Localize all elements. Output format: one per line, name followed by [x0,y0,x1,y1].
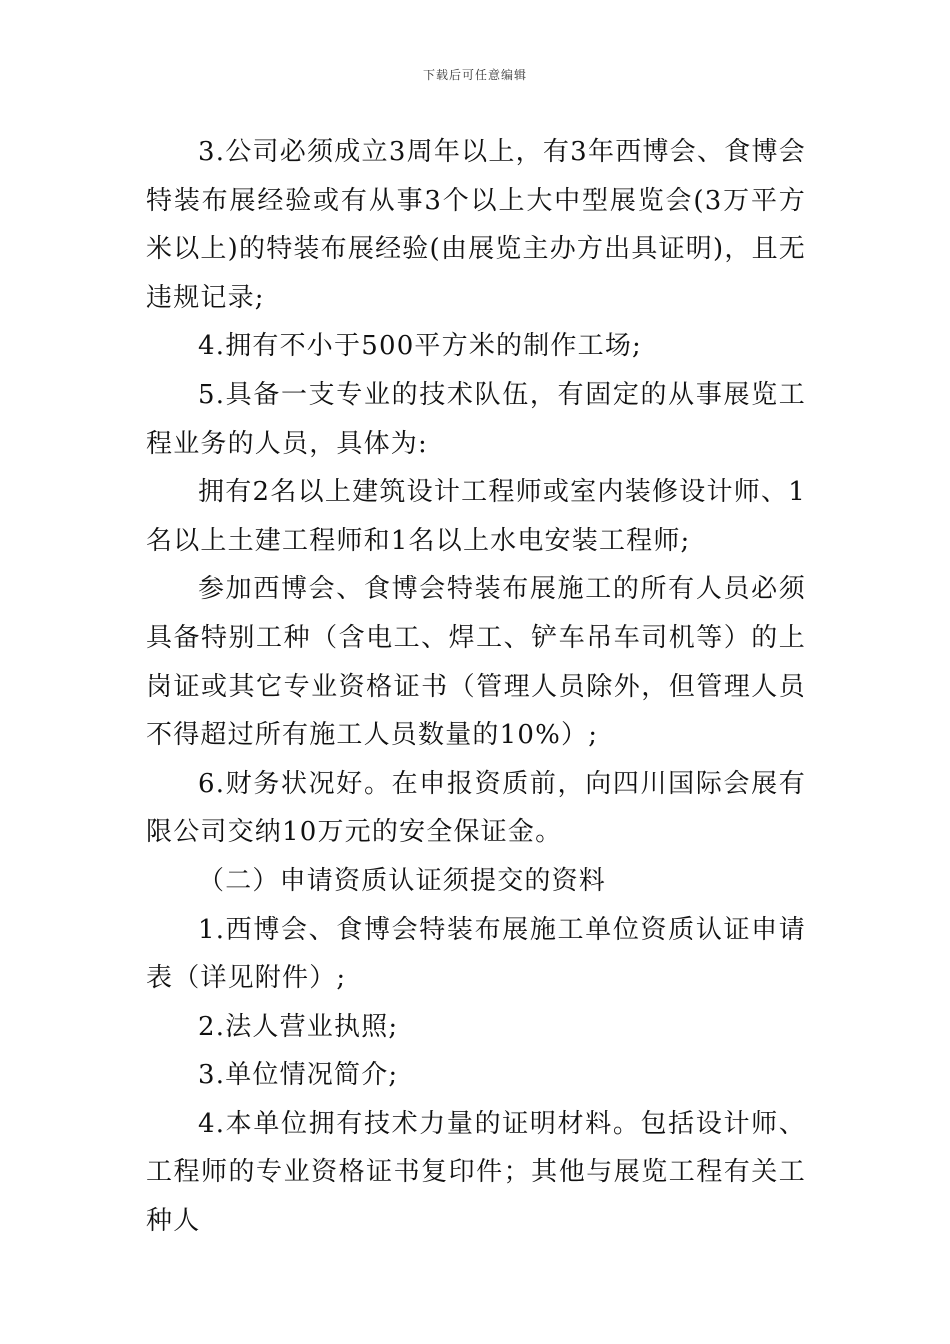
paragraph-workers: 参加西博会、食博会特装布展施工的所有人员必须具备特别工种（含电工、焊工、铲车吊车司机等）的上岗证或其它专业资格证书（管理人员除外，但管理人员不得超过所有施工人员数量的10%）; [146,574,806,751]
paragraph-engineers: 拥有2名以上建筑设计工程师或室内装修设计师、1名以上土建工程师和1名以上水电安装工程师; [146,477,806,556]
page-header: 下载后可任意编辑 [422,68,527,82]
paragraph-requirement-5: 5.具备一支专业的技术队伍，有固定的从事展览工程业务的人员，具体为: [146,379,806,459]
paragraph-material-2: 2.法人营业执照; [198,1011,399,1042]
section-heading-materials: （二）申请资质认证须提交的资料 [198,865,607,896]
paragraph-requirement-4: 4.拥有不小于500平方米的制作工场; [198,331,642,362]
document-body [146,128,806,1246]
paragraph-material-4: 4.本单位拥有技术力量的证明材料。包括设计师、工程师的专业资格证书复印件；其他与展览工程有关工种人 [146,1108,806,1237]
paragraph-requirement-3: 3.公司必须成立3周年以上，有3年西博会、食博会特装布展经验或有从事3个以上大中型展览会(3万平方米以上)的特装布展经验(由展览主办方出具证明)，且无违规记录; [146,137,806,313]
paragraph-material-3: 3.单位情况简介; [198,1060,399,1091]
paragraph-material-1: 1.西博会、食博会特装布展施工单位资质认证申请表（详见附件）; [146,914,806,994]
paragraph-requirement-6: 6.财务状况好。在申报资质前，向四川国际会展有限公司交纳10万元的安全保证金。 [146,768,806,848]
